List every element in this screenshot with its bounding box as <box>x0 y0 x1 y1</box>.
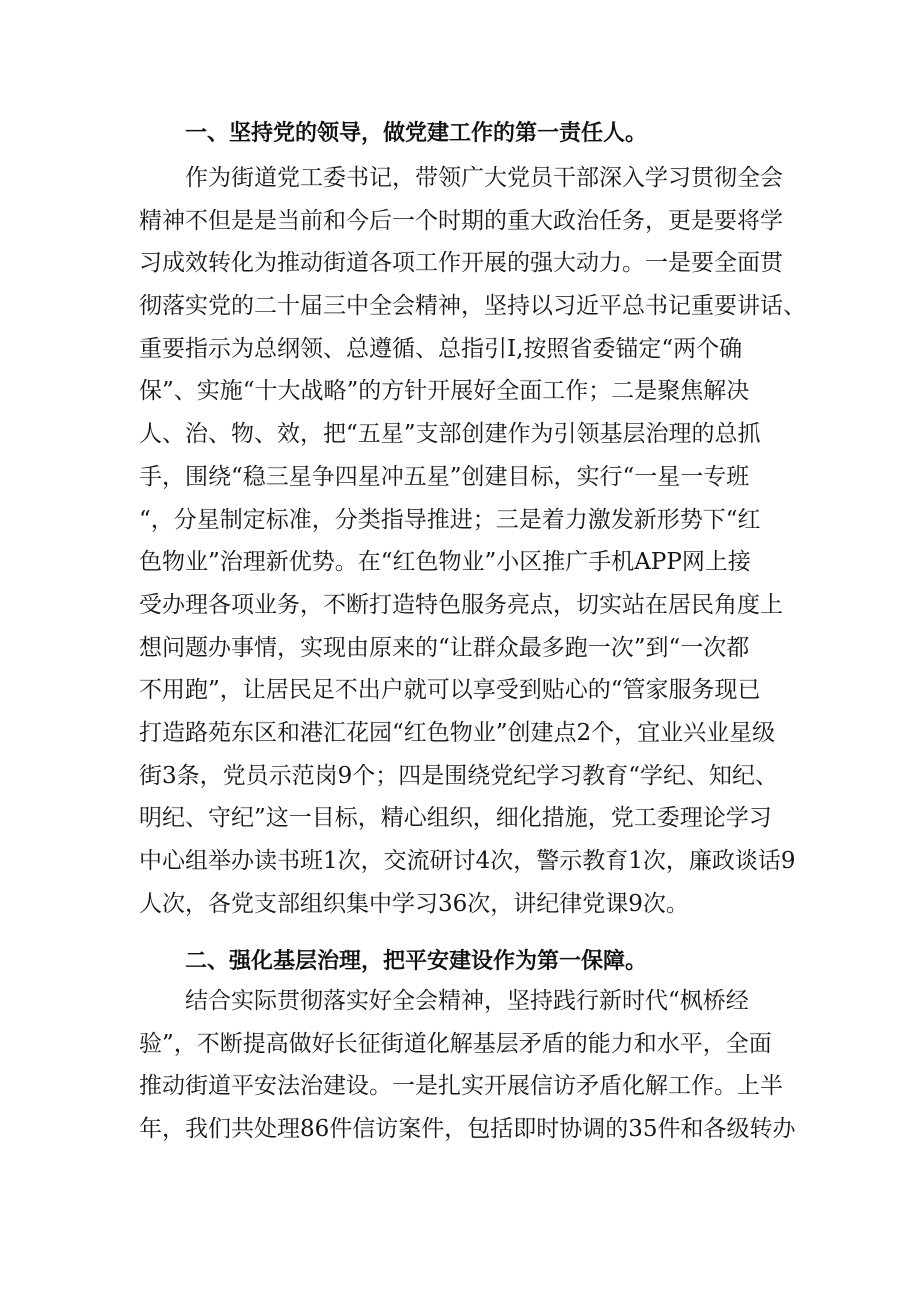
paragraph-line: 作为街道党工委书记，带领广大党员干部深入学习贯彻全会 <box>185 165 783 191</box>
paragraph-line: 年，我们共处理86件信访案件，包括即时协调的35件和各级转办 <box>139 1116 796 1143</box>
section-1-paragraph <box>139 157 806 925</box>
paragraph-line: 打造路苑东区和港汇花园“红色物业”创建点2个，宜业兴业星级 <box>139 719 776 746</box>
paragraph-line: 验”，不断提高做好长征街道化解基层矛盾的能力和水平，全面 <box>139 1030 772 1057</box>
paragraph-line: 明纪、守纪”这一目标，精心组织，细化措施，党工委理论学习 <box>139 805 772 832</box>
paragraph-line: 精神不但是是当前和今后一个时期的重大政治任务，更是要将学 <box>139 207 783 234</box>
paragraph-line: 保”、实施“十大战略”的方针开展好全面工作；二是聚焦解决 <box>139 378 750 405</box>
paragraph-line: 中心组举办读书班1次，交流研讨4次，警示教育1次，廉政谈话9 <box>139 848 796 874</box>
paragraph-line: 人、治、物、效，把“五星”支部创建作为引领基层治理的总抓 <box>139 421 761 448</box>
paragraph-line: 不用跑”，让居民足不出户就可以享受到贴心的“管家服务现已 <box>139 677 761 704</box>
section-1-heading: 一、坚持党的领导，做党建工作的第一责任人。 <box>185 121 648 146</box>
paragraph-line: 推动街道平安法治建设。一是扎实开展信访矛盾化解工作。上半 <box>139 1073 783 1100</box>
paragraph-line: 街3条，党员示范岗9个；四是围绕党纪学习教育“学纪、知纪、 <box>139 762 779 789</box>
paragraph-line: 受办理各项业务，不断打造特色服务亮点，切实站在居民角度上 <box>139 591 783 618</box>
paragraph-line: 手，围绕“稳三星争四星冲五星”创建目标，实行“一星一专班 <box>139 463 750 490</box>
paragraph-line: 结合实际贯彻落实好全会精神，坚持践行新时代“枫桥经 <box>185 988 749 1014</box>
paragraph-line: 彻落实党的二十届三中全会精神，坚持以习近平总书记重要讲话、 <box>139 293 806 320</box>
paragraph-line: 想问题办事情，实现由原来的“让群众最多跑一次”到“一次都 <box>139 634 750 661</box>
section-2-paragraph <box>139 980 799 1151</box>
paragraph-line: 重要指示为总纲领、总遵循、总指引I,按照省委锚定“两个确 <box>139 335 743 362</box>
paragraph-line: 习成效转化为推动街道各项工作开展的强大动力。一是要全面贯 <box>139 250 783 277</box>
section-2-heading: 二、强化基层治理，把平安建设作为第一保障。 <box>185 949 648 974</box>
paragraph-line: 人次，各党支部组织集中学习36次，讲纪律党课9次。 <box>139 890 689 917</box>
paragraph-line: 色物业”治理新优势。在“红色物业”小区推广手机APP网上接 <box>139 549 751 576</box>
paragraph-line: “，分星制定标准，分类指导推进；三是着力激发新形势下“红 <box>139 506 761 533</box>
